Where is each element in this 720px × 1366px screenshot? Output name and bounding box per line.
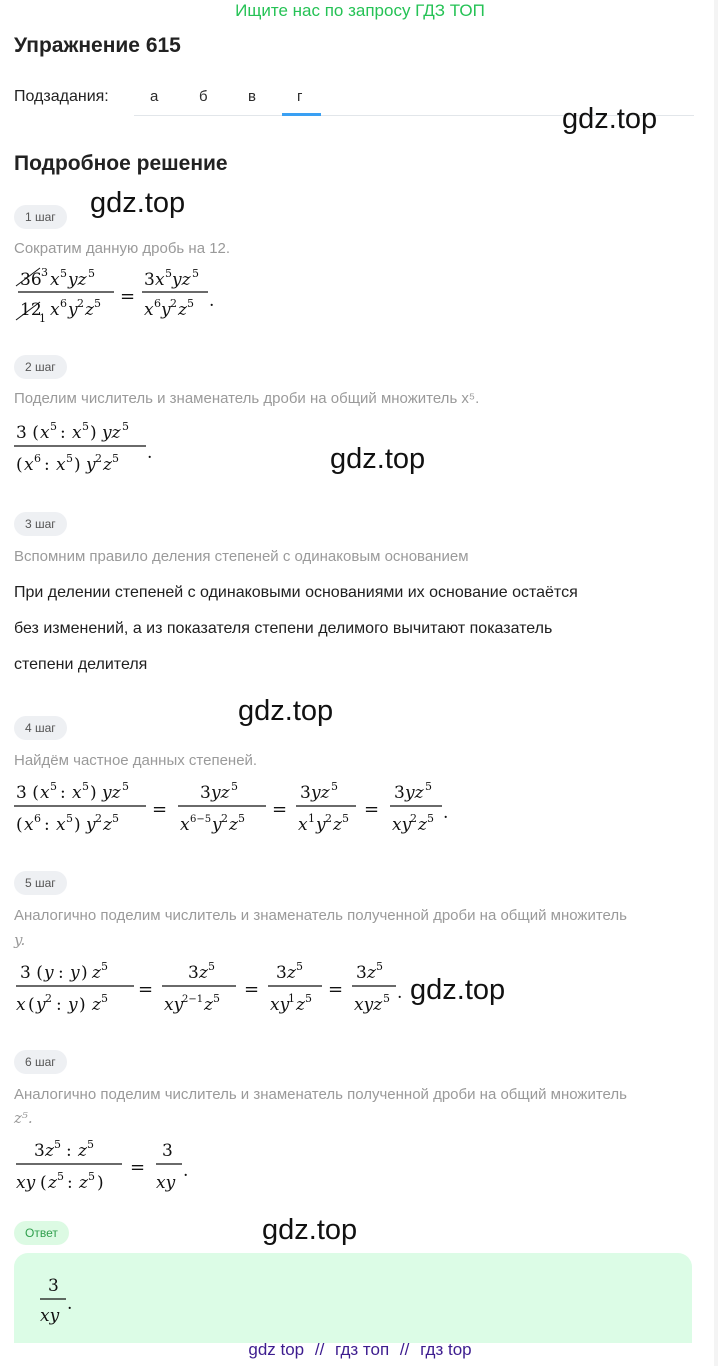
svg-text:.: . xyxy=(67,1294,73,1314)
footer-separator: // xyxy=(314,1340,325,1359)
svg-text:5: 5 xyxy=(50,780,57,793)
svg-text:5: 5 xyxy=(112,452,119,465)
step-hint: Аналогично поделим числитель и знаменатель полученной дроби на общий множитель xyxy=(14,1086,627,1103)
svg-text:3 (: 3 ( xyxy=(16,783,39,803)
svg-text:6: 6 xyxy=(154,297,161,310)
watermark: gdz.top xyxy=(410,974,506,1006)
svg-text:.: . xyxy=(147,443,153,463)
svg-text:.: . xyxy=(183,1161,189,1181)
svg-text:5: 5 xyxy=(66,452,73,465)
svg-text:3: 3 xyxy=(394,783,405,803)
svg-text:5: 5 xyxy=(187,297,194,310)
svg-text:yz: yz xyxy=(172,270,191,290)
svg-text:x: x xyxy=(298,815,308,835)
svg-text:y: y xyxy=(70,963,80,983)
svg-text:=: = xyxy=(152,799,168,820)
svg-text:=: = xyxy=(364,799,380,820)
svg-text:6: 6 xyxy=(34,812,41,825)
svg-text:5: 5 xyxy=(427,812,434,825)
svg-text:=: = xyxy=(328,979,344,1000)
svg-text:y: y xyxy=(68,995,78,1015)
svg-text::: : xyxy=(56,995,62,1015)
svg-text:5: 5 xyxy=(425,780,432,793)
scrollbar-track[interactable] xyxy=(714,0,718,1366)
svg-text:5: 5 xyxy=(192,267,199,280)
svg-text:z: z xyxy=(367,963,376,983)
svg-text:2: 2 xyxy=(95,452,102,465)
step-hint: Найдём частное данных степеней. xyxy=(14,752,258,769)
watermark: gdz.top xyxy=(330,443,426,475)
svg-text:(: ( xyxy=(28,995,35,1015)
svg-text:12: 12 xyxy=(20,300,42,320)
svg-text:5: 5 xyxy=(122,780,129,793)
svg-text:z: z xyxy=(296,995,305,1015)
svg-text:z: z xyxy=(199,963,208,983)
svg-text:xy: xy xyxy=(40,1306,60,1326)
svg-text:xy: xy xyxy=(270,995,290,1015)
svg-text:x: x xyxy=(50,270,60,290)
svg-text:xy: xy xyxy=(16,1173,36,1193)
svg-text:z: z xyxy=(418,815,427,835)
svg-text:5: 5 xyxy=(57,1170,64,1183)
svg-text:yz: yz xyxy=(311,783,330,803)
svg-text:z: z xyxy=(78,1141,87,1161)
svg-text:2: 2 xyxy=(221,812,228,825)
svg-text:3: 3 xyxy=(162,1141,173,1161)
svg-text:=: = xyxy=(120,286,136,307)
svg-text:1: 1 xyxy=(39,312,46,325)
svg-text:3: 3 xyxy=(356,963,367,983)
rule-text xyxy=(14,575,674,683)
svg-text:2: 2 xyxy=(95,812,102,825)
svg-text:5: 5 xyxy=(231,780,238,793)
svg-text:2−1: 2−1 xyxy=(182,994,204,1005)
svg-text:(: ( xyxy=(16,455,23,475)
step-hint: Поделим числитель и знаменатель дроби на общий множитель x⁵. xyxy=(14,390,480,407)
svg-text:3: 3 xyxy=(276,963,287,983)
svg-text:z: z xyxy=(103,815,112,835)
svg-text:2: 2 xyxy=(45,992,52,1005)
svg-text:x: x xyxy=(40,423,50,443)
svg-text:y: y xyxy=(68,300,78,320)
step-badge: 6 шаг xyxy=(14,1050,67,1074)
footer-link-gdz-top-mixed[interactable]: гдз top xyxy=(420,1340,472,1359)
svg-text:3: 3 xyxy=(34,1141,45,1161)
svg-text:y: y xyxy=(36,995,46,1015)
svg-text:): ) xyxy=(79,995,86,1015)
tab-b[interactable]: б xyxy=(199,88,208,105)
svg-text:5: 5 xyxy=(66,812,73,825)
step-badge: 3 шаг xyxy=(14,512,67,536)
svg-text:3: 3 xyxy=(41,266,48,279)
svg-text:): ) xyxy=(90,423,97,443)
svg-text:x: x xyxy=(144,300,154,320)
svg-text::: : xyxy=(60,423,66,443)
svg-text:5: 5 xyxy=(213,992,220,1005)
svg-text::: : xyxy=(44,455,50,475)
svg-text:x: x xyxy=(56,455,66,475)
svg-text:5: 5 xyxy=(60,267,67,280)
svg-text:): ) xyxy=(97,1173,104,1193)
svg-text:5: 5 xyxy=(50,420,57,433)
svg-text::: : xyxy=(44,815,50,835)
footer-link-gdz-top[interactable]: gdz top xyxy=(248,1340,305,1359)
svg-text:z: z xyxy=(92,963,101,983)
svg-text:x: x xyxy=(24,815,34,835)
svg-text:y: y xyxy=(44,963,54,983)
svg-text:z: z xyxy=(48,1173,57,1193)
svg-text:x: x xyxy=(40,783,50,803)
svg-text:z: z xyxy=(333,815,342,835)
svg-text:yz: yz xyxy=(68,270,87,290)
svg-text:5: 5 xyxy=(165,267,172,280)
svg-text:5: 5 xyxy=(122,420,129,433)
svg-text::: : xyxy=(66,1141,72,1161)
tab-a[interactable]: а xyxy=(150,88,159,105)
answer-box xyxy=(14,1253,692,1343)
step-badge: 4 шаг xyxy=(14,716,67,740)
svg-text:=: = xyxy=(272,799,288,820)
svg-text:3: 3 xyxy=(144,270,155,290)
tab-v[interactable]: в xyxy=(248,88,256,105)
svg-text:=: = xyxy=(244,979,260,1000)
section-title: Подробное решение xyxy=(14,152,228,175)
promo-banner: Ищите нас по запросу ГДЗ ТОП xyxy=(235,1,485,20)
svg-text:2: 2 xyxy=(77,297,84,310)
svg-text:5: 5 xyxy=(296,960,303,973)
step-hint: Аналогично поделим числитель и знаменатель полученной дроби на общий множитель xyxy=(14,907,627,924)
svg-text:z: z xyxy=(85,300,94,320)
svg-text:5: 5 xyxy=(101,960,108,973)
svg-text:3 (: 3 ( xyxy=(16,423,39,443)
svg-text:xy: xy xyxy=(392,815,412,835)
svg-text:x: x xyxy=(180,815,190,835)
svg-text:6−5: 6−5 xyxy=(190,814,212,825)
step-badge: 5 шаг xyxy=(14,871,67,895)
formula-step-5 xyxy=(10,954,410,1020)
svg-text:3: 3 xyxy=(300,783,311,803)
svg-text:(: ( xyxy=(16,815,23,835)
svg-text:1: 1 xyxy=(288,992,295,1005)
rule-line: степени делителя xyxy=(14,656,148,673)
svg-text:): ) xyxy=(74,455,81,475)
svg-text::: : xyxy=(58,963,64,983)
step-hint: Вспомним правило деления степеней с одинаковым основанием xyxy=(14,548,469,565)
svg-text:xyz: xyz xyxy=(354,995,383,1015)
svg-text:x: x xyxy=(56,815,66,835)
svg-text:x: x xyxy=(50,300,60,320)
svg-text:yz: yz xyxy=(211,783,230,803)
svg-text:): ) xyxy=(74,815,81,835)
step-hint: Сократим данную дробь на 12. xyxy=(14,240,231,257)
svg-text:3: 3 xyxy=(188,963,199,983)
svg-text:x: x xyxy=(16,995,26,1015)
formula-step-2 xyxy=(10,414,210,480)
svg-text:z: z xyxy=(287,963,296,983)
svg-text:x: x xyxy=(72,423,82,443)
svg-text:1: 1 xyxy=(308,812,315,825)
svg-text:=: = xyxy=(138,979,154,1000)
svg-text:z: z xyxy=(229,815,238,835)
svg-text:xy: xy xyxy=(156,1173,176,1193)
tab-g[interactable]: г xyxy=(297,88,303,105)
svg-text:3: 3 xyxy=(48,1276,59,1296)
svg-text:yz: yz xyxy=(405,783,424,803)
svg-text:x: x xyxy=(24,455,34,475)
svg-text:3 (: 3 ( xyxy=(20,963,43,983)
step-hint-var: z⁵. xyxy=(14,1109,33,1127)
footer-link-gdz-top-ru[interactable]: гдз топ xyxy=(335,1340,390,1359)
svg-text:y: y xyxy=(86,455,96,475)
svg-text:y: y xyxy=(316,815,326,835)
svg-text:5: 5 xyxy=(112,812,119,825)
svg-text:5: 5 xyxy=(82,780,89,793)
svg-text:z: z xyxy=(45,1141,54,1161)
svg-text:3: 3 xyxy=(200,783,211,803)
page-title: Упражнение 615 xyxy=(14,34,181,57)
svg-text:z: z xyxy=(204,995,213,1015)
svg-text:x: x xyxy=(155,270,165,290)
svg-text:5: 5 xyxy=(54,1138,61,1151)
svg-text::: : xyxy=(60,783,66,803)
svg-text:6: 6 xyxy=(60,297,67,310)
svg-text:36: 36 xyxy=(20,270,42,290)
svg-text:5: 5 xyxy=(331,780,338,793)
svg-text:5: 5 xyxy=(82,420,89,433)
svg-text:yz: yz xyxy=(102,783,121,803)
footer-separator: // xyxy=(399,1340,410,1359)
svg-text:.: . xyxy=(397,983,403,1003)
svg-text:5: 5 xyxy=(94,297,101,310)
svg-text:5: 5 xyxy=(88,1170,95,1183)
svg-text:.: . xyxy=(209,291,215,311)
watermark: gdz.top xyxy=(90,187,186,219)
watermark: gdz.top xyxy=(262,1214,358,1246)
watermark: gdz.top xyxy=(238,695,334,727)
svg-text:yz: yz xyxy=(102,423,121,443)
svg-text:5: 5 xyxy=(305,992,312,1005)
step-badge: 1 шаг xyxy=(14,205,67,229)
formula-step-1 xyxy=(10,262,270,326)
step-hint-var: y. xyxy=(14,931,26,949)
svg-text:y: y xyxy=(212,815,222,835)
svg-text:): ) xyxy=(90,783,97,803)
svg-text:(: ( xyxy=(40,1173,47,1193)
svg-text:.: . xyxy=(443,803,449,823)
svg-text::: : xyxy=(67,1173,73,1193)
svg-text:xy: xy xyxy=(164,995,184,1015)
svg-text:5: 5 xyxy=(101,992,108,1005)
svg-text:): ) xyxy=(81,963,88,983)
svg-text:5: 5 xyxy=(208,960,215,973)
footer-links xyxy=(0,1340,720,1360)
svg-text:5: 5 xyxy=(342,812,349,825)
subtasks-label: Подзадания: xyxy=(14,88,109,105)
formula-step-6 xyxy=(10,1132,230,1198)
svg-text:2: 2 xyxy=(170,297,177,310)
active-tab-indicator xyxy=(282,113,321,116)
svg-text:z: z xyxy=(103,455,112,475)
svg-text:2: 2 xyxy=(325,812,332,825)
svg-text:5: 5 xyxy=(383,992,390,1005)
watermark: gdz.top xyxy=(562,103,658,135)
svg-text:z: z xyxy=(79,1173,88,1193)
svg-text:x: x xyxy=(72,783,82,803)
step-badge: 2 шаг xyxy=(14,355,67,379)
svg-text:y: y xyxy=(161,300,171,320)
svg-text:z: z xyxy=(92,995,101,1015)
svg-text:z: z xyxy=(178,300,187,320)
answer-formula xyxy=(36,1273,116,1333)
svg-text:2: 2 xyxy=(410,812,417,825)
svg-text:5: 5 xyxy=(238,812,245,825)
svg-text:5: 5 xyxy=(87,1138,94,1151)
formula-step-4 xyxy=(10,774,470,840)
answer-badge: Ответ xyxy=(14,1221,69,1245)
svg-text:5: 5 xyxy=(88,267,95,280)
svg-text:=: = xyxy=(130,1157,146,1178)
svg-text:5: 5 xyxy=(376,960,383,973)
rule-line: При делении степеней с одинаковыми основаниями их основание остаётся xyxy=(14,584,578,601)
svg-text:y: y xyxy=(86,815,96,835)
rule-line: без изменений, а из показателя степени делимого вычитают показатель xyxy=(14,620,553,637)
svg-text:6: 6 xyxy=(34,452,41,465)
